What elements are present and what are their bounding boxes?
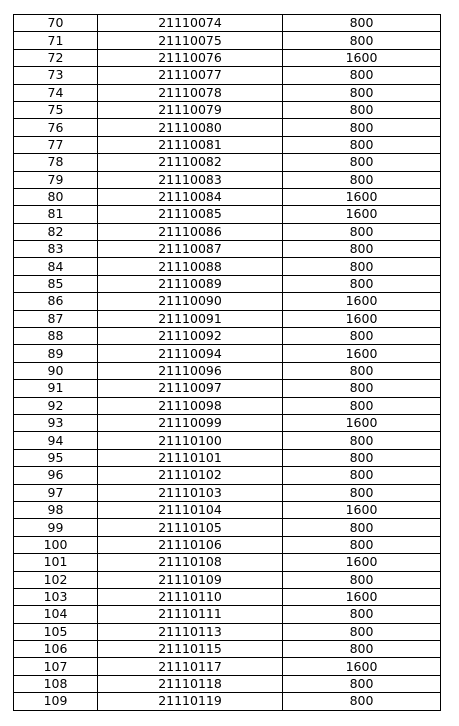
serial-number-cell: 109	[14, 693, 98, 710]
id-number-cell: 21110108	[98, 554, 283, 571]
table-row	[14, 101, 441, 118]
serial-number-cell: 107	[14, 658, 98, 675]
table-row	[14, 49, 441, 66]
table-row	[14, 519, 441, 536]
serial-number-cell: 97	[14, 484, 98, 501]
serial-number-cell: 89	[14, 345, 98, 362]
amount-cell: 800	[283, 380, 441, 397]
id-number-cell: 21110113	[98, 623, 283, 640]
serial-number-cell: 78	[14, 154, 98, 171]
table-row	[14, 606, 441, 623]
serial-number-cell: 77	[14, 136, 98, 153]
table-row	[14, 623, 441, 640]
amount-cell: 800	[283, 432, 441, 449]
amount-cell: 1600	[283, 310, 441, 327]
table-row	[14, 67, 441, 84]
table-row	[14, 223, 441, 240]
table-row	[14, 658, 441, 675]
amount-cell: 800	[283, 258, 441, 275]
amount-cell: 800	[283, 623, 441, 640]
id-number-cell: 21110101	[98, 449, 283, 466]
serial-number-cell: 88	[14, 328, 98, 345]
serial-number-cell: 96	[14, 467, 98, 484]
serial-number-cell: 85	[14, 275, 98, 292]
serial-number-cell: 104	[14, 606, 98, 623]
serial-number-cell: 91	[14, 380, 98, 397]
id-number-cell: 21110083	[98, 171, 283, 188]
table-row	[14, 362, 441, 379]
amount-cell: 800	[283, 449, 441, 466]
table-row	[14, 328, 441, 345]
amount-cell: 800	[283, 571, 441, 588]
amount-cell: 800	[283, 223, 441, 240]
amount-cell: 800	[283, 536, 441, 553]
serial-number-cell: 74	[14, 84, 98, 101]
amount-cell: 1600	[283, 206, 441, 223]
table-row	[14, 171, 441, 188]
id-number-cell: 21110096	[98, 362, 283, 379]
serial-number-cell: 72	[14, 49, 98, 66]
serial-number-cell: 102	[14, 571, 98, 588]
id-number-cell: 21110078	[98, 84, 283, 101]
amount-cell: 800	[283, 15, 441, 32]
serial-number-cell: 70	[14, 15, 98, 32]
serial-number-cell: 71	[14, 32, 98, 49]
id-number-cell: 21110084	[98, 188, 283, 205]
id-number-cell: 21110106	[98, 536, 283, 553]
id-number-cell: 21110080	[98, 119, 283, 136]
table-row	[14, 154, 441, 171]
amount-cell: 800	[283, 641, 441, 658]
amount-cell: 800	[283, 467, 441, 484]
id-number-cell: 21110086	[98, 223, 283, 240]
id-number-cell: 21110104	[98, 501, 283, 518]
amount-cell: 1600	[283, 501, 441, 518]
table-row	[14, 258, 441, 275]
serial-number-cell: 98	[14, 501, 98, 518]
amount-cell: 1600	[283, 554, 441, 571]
serial-number-cell: 87	[14, 310, 98, 327]
amount-cell: 1600	[283, 414, 441, 431]
id-number-cell: 21110089	[98, 275, 283, 292]
amount-cell: 800	[283, 119, 441, 136]
table-row	[14, 275, 441, 292]
table-row	[14, 693, 441, 710]
table-row	[14, 467, 441, 484]
table-row	[14, 188, 441, 205]
id-number-cell: 21110082	[98, 154, 283, 171]
amount-cell: 800	[283, 397, 441, 414]
amount-cell: 800	[283, 693, 441, 710]
serial-number-cell: 83	[14, 241, 98, 258]
amount-cell: 800	[283, 84, 441, 101]
amount-cell: 1600	[283, 588, 441, 605]
serial-number-cell: 90	[14, 362, 98, 379]
id-number-cell: 21110085	[98, 206, 283, 223]
table-row	[14, 345, 441, 362]
id-number-cell: 21110117	[98, 658, 283, 675]
id-number-cell: 21110111	[98, 606, 283, 623]
table-row	[14, 397, 441, 414]
amount-cell: 800	[283, 519, 441, 536]
table-row	[14, 32, 441, 49]
id-number-cell: 21110109	[98, 571, 283, 588]
id-number-cell: 21110091	[98, 310, 283, 327]
amount-cell: 800	[283, 606, 441, 623]
serial-number-cell: 106	[14, 641, 98, 658]
id-number-cell: 21110092	[98, 328, 283, 345]
amount-cell: 800	[283, 675, 441, 692]
table-row	[14, 206, 441, 223]
data-table	[13, 14, 441, 711]
serial-number-cell: 80	[14, 188, 98, 205]
id-number-cell: 21110075	[98, 32, 283, 49]
serial-number-cell: 93	[14, 414, 98, 431]
serial-number-cell: 105	[14, 623, 98, 640]
table-row	[14, 641, 441, 658]
id-number-cell: 21110098	[98, 397, 283, 414]
amount-cell: 800	[283, 362, 441, 379]
amount-cell: 1600	[283, 293, 441, 310]
amount-cell: 1600	[283, 188, 441, 205]
serial-number-cell: 76	[14, 119, 98, 136]
amount-cell: 1600	[283, 658, 441, 675]
table-row	[14, 588, 441, 605]
id-number-cell: 21110100	[98, 432, 283, 449]
table-row	[14, 432, 441, 449]
serial-number-cell: 86	[14, 293, 98, 310]
table-row	[14, 414, 441, 431]
table-row	[14, 484, 441, 501]
table-row	[14, 449, 441, 466]
amount-cell: 800	[283, 154, 441, 171]
serial-number-cell: 84	[14, 258, 98, 275]
serial-number-cell: 95	[14, 449, 98, 466]
id-number-cell: 21110105	[98, 519, 283, 536]
id-number-cell: 21110118	[98, 675, 283, 692]
serial-number-cell: 94	[14, 432, 98, 449]
id-number-cell: 21110094	[98, 345, 283, 362]
amount-cell: 1600	[283, 345, 441, 362]
id-number-cell: 21110079	[98, 101, 283, 118]
id-number-cell: 21110081	[98, 136, 283, 153]
table-row	[14, 501, 441, 518]
amount-cell: 800	[283, 241, 441, 258]
id-number-cell: 21110097	[98, 380, 283, 397]
table-row	[14, 310, 441, 327]
amount-cell: 800	[283, 171, 441, 188]
id-number-cell: 21110074	[98, 15, 283, 32]
amount-cell: 800	[283, 67, 441, 84]
id-number-cell: 21110076	[98, 49, 283, 66]
table-row	[14, 536, 441, 553]
serial-number-cell: 101	[14, 554, 98, 571]
table-row	[14, 241, 441, 258]
serial-number-cell: 92	[14, 397, 98, 414]
table-row	[14, 119, 441, 136]
amount-cell: 800	[283, 136, 441, 153]
amount-cell: 800	[283, 484, 441, 501]
id-number-cell: 21110119	[98, 693, 283, 710]
amount-cell: 1600	[283, 49, 441, 66]
amount-cell: 800	[283, 275, 441, 292]
id-number-cell: 21110103	[98, 484, 283, 501]
table-row	[14, 380, 441, 397]
id-number-cell: 21110077	[98, 67, 283, 84]
table-row	[14, 136, 441, 153]
amount-cell: 800	[283, 32, 441, 49]
serial-number-cell: 81	[14, 206, 98, 223]
serial-number-cell: 73	[14, 67, 98, 84]
serial-number-cell: 103	[14, 588, 98, 605]
serial-number-cell: 79	[14, 171, 98, 188]
serial-number-cell: 75	[14, 101, 98, 118]
id-number-cell: 21110115	[98, 641, 283, 658]
id-number-cell: 21110090	[98, 293, 283, 310]
table-row	[14, 84, 441, 101]
id-number-cell: 21110099	[98, 414, 283, 431]
table-row	[14, 293, 441, 310]
table-body	[14, 15, 441, 711]
serial-number-cell: 99	[14, 519, 98, 536]
id-number-cell: 21110102	[98, 467, 283, 484]
amount-cell: 800	[283, 328, 441, 345]
table-row	[14, 571, 441, 588]
serial-number-cell: 82	[14, 223, 98, 240]
table-row	[14, 675, 441, 692]
table-row	[14, 554, 441, 571]
id-number-cell: 21110087	[98, 241, 283, 258]
id-number-cell: 21110110	[98, 588, 283, 605]
table-row	[14, 15, 441, 32]
id-number-cell: 21110088	[98, 258, 283, 275]
serial-number-cell: 100	[14, 536, 98, 553]
amount-cell: 800	[283, 101, 441, 118]
serial-number-cell: 108	[14, 675, 98, 692]
